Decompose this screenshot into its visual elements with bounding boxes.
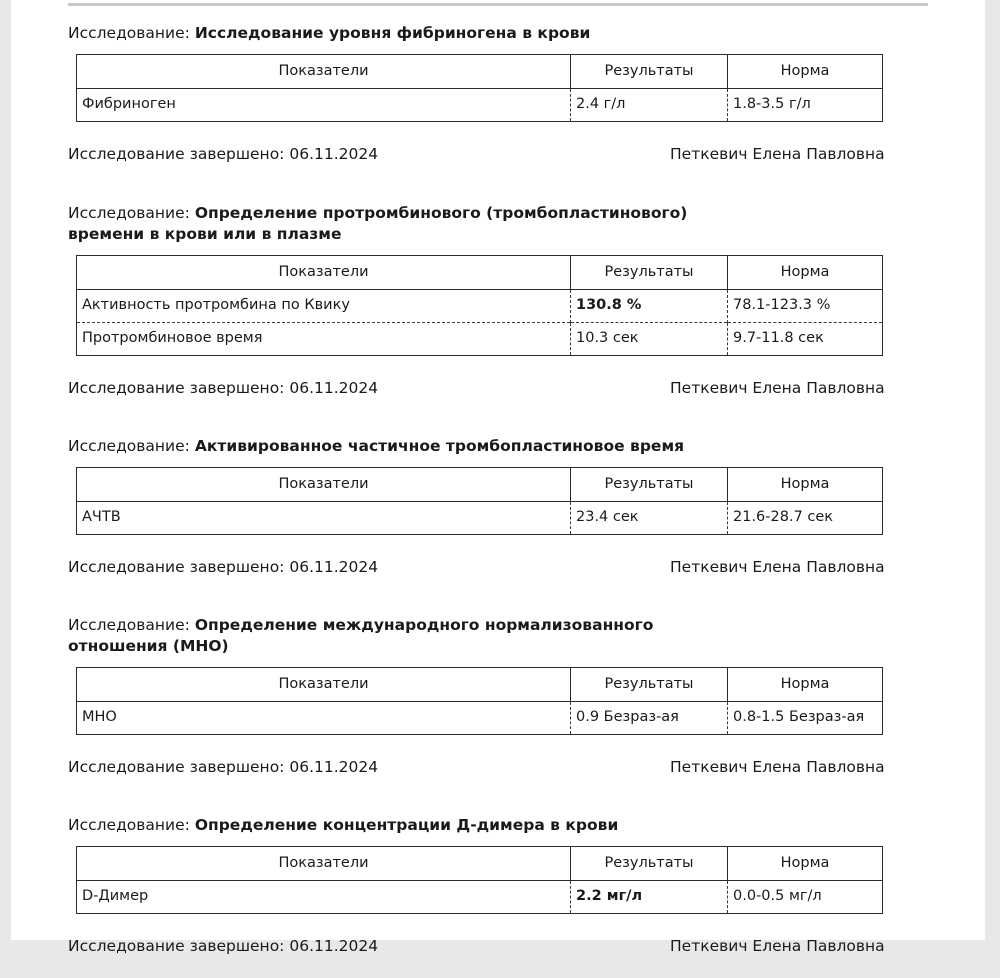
document-page <box>11 0 985 955</box>
results-table <box>76 54 883 122</box>
study-title-label: Исследование: <box>68 24 190 42</box>
study-completion-row <box>68 936 940 978</box>
completion-text <box>68 936 378 957</box>
table-row <box>77 881 883 914</box>
cell-norm: 0.8-1.5 Безраз-ая <box>733 709 865 725</box>
cell-result: 23.4 сек <box>571 502 728 535</box>
completion-text <box>68 757 378 778</box>
table-header-row <box>77 668 883 702</box>
table-row <box>77 89 883 122</box>
completion-date: 06.11.2024 <box>289 558 379 576</box>
study-completion-row <box>68 757 940 799</box>
study-title-label: Исследование: <box>68 204 190 222</box>
column-header-indicator: Показатели <box>77 468 571 502</box>
table-header-row <box>77 55 883 89</box>
study-block <box>68 436 940 599</box>
table-header-row <box>77 468 883 502</box>
column-header-indicator: Показатели <box>77 847 571 881</box>
table-row <box>77 323 883 356</box>
completion-text <box>68 557 378 578</box>
completion-date: 06.11.2024 <box>289 937 379 955</box>
column-header-norm: Норма <box>728 847 883 881</box>
study-title-name: Определение протромбинового (тромбопластинового) времени в крови или в плазме <box>68 204 688 243</box>
column-header-norm: Норма <box>728 468 883 502</box>
cell-indicator: АЧТВ <box>77 502 571 535</box>
completion-text <box>68 378 378 399</box>
doctor-name: Петкевич Елена Павловна <box>670 937 885 955</box>
doctor-name: Петкевич Елена Павловна <box>670 558 885 576</box>
completion-text <box>68 144 378 165</box>
study-title <box>68 23 688 44</box>
column-header-indicator: Показатели <box>77 668 571 702</box>
column-header-norm: Норма <box>728 668 883 702</box>
cell-indicator: Фибриноген <box>77 89 571 122</box>
doctor-name: Петкевич Елена Павловна <box>670 758 885 776</box>
results-table <box>76 667 883 735</box>
completion-label: Исследование завершено: <box>68 758 285 776</box>
study-title-name: Определение международного нормализованного отношения (МНО) <box>68 616 654 655</box>
cell-indicator: МНО <box>77 702 571 735</box>
study-block <box>68 615 940 799</box>
cell-result: 2.4 г/л <box>571 89 728 122</box>
cell-norm: 0.0-0.5 мг/л <box>733 888 822 904</box>
completion-label: Исследование завершено: <box>68 558 285 576</box>
study-title <box>68 815 688 836</box>
cell-result: 130.8 % <box>571 290 728 323</box>
cell-result: 0.9 Безраз-ая <box>571 702 728 735</box>
study-block <box>68 815 940 978</box>
completion-label: Исследование завершено: <box>68 145 285 163</box>
study-title <box>68 615 688 657</box>
study-title-name: Исследование уровня фибриногена в крови <box>194 24 591 42</box>
completion-label: Исследование завершено: <box>68 379 285 397</box>
study-completion-row <box>68 378 940 420</box>
table-header-row <box>77 256 883 290</box>
studies-list <box>68 23 940 978</box>
cell-result: 2.2 мг/л <box>571 881 728 914</box>
cell-indicator: D-Димер <box>77 881 571 914</box>
column-header-result: Результаты <box>571 847 728 881</box>
column-header-result: Результаты <box>571 468 728 502</box>
completion-date: 06.11.2024 <box>289 758 379 776</box>
study-title-name: Определение концентрации Д-димера в крови <box>194 816 619 834</box>
results-table <box>76 255 883 356</box>
cell-indicator: Активность протромбина по Квику <box>77 290 571 323</box>
results-table <box>76 846 883 914</box>
column-header-result: Результаты <box>571 256 728 290</box>
page-gutter-left <box>0 0 11 940</box>
study-title-label: Исследование: <box>68 616 190 634</box>
cell-indicator: Протромбиновое время <box>77 323 571 356</box>
cell-norm: 9.7-11.8 сек <box>728 323 883 356</box>
study-title-name: Активированное частичное тромбопластиновое время <box>194 437 685 455</box>
doctor-name: Петкевич Елена Павловна <box>670 145 885 163</box>
study-completion-row <box>68 557 940 599</box>
study-title <box>68 203 688 245</box>
page-gutter-right <box>985 0 1000 940</box>
table-row <box>77 702 883 735</box>
table-row <box>77 502 883 535</box>
cell-norm: 21.6-28.7 сек <box>733 509 834 525</box>
cell-result: 10.3 сек <box>571 323 728 356</box>
table-row <box>77 290 883 323</box>
column-header-norm: Норма <box>728 256 883 290</box>
column-header-norm: Норма <box>728 55 883 89</box>
completion-date: 06.11.2024 <box>289 379 379 397</box>
study-block <box>68 23 940 186</box>
study-completion-row <box>68 144 940 186</box>
study-title-label: Исследование: <box>68 816 190 834</box>
study-block <box>68 203 940 420</box>
study-title-label: Исследование: <box>68 437 190 455</box>
cell-norm: 1.8-3.5 г/л <box>733 96 811 112</box>
table-header-row <box>77 847 883 881</box>
column-header-result: Результаты <box>571 668 728 702</box>
document-content <box>68 0 940 978</box>
completion-date: 06.11.2024 <box>289 145 379 163</box>
doctor-name: Петкевич Елена Павловна <box>670 379 885 397</box>
column-header-indicator: Показатели <box>77 55 571 89</box>
column-header-indicator: Показатели <box>77 256 571 290</box>
page-top-divider <box>68 3 928 6</box>
study-title <box>68 436 688 457</box>
results-table <box>76 467 883 535</box>
column-header-result: Результаты <box>571 55 728 89</box>
cell-norm: 78.1-123.3 % <box>733 297 831 313</box>
completion-label: Исследование завершено: <box>68 937 285 955</box>
